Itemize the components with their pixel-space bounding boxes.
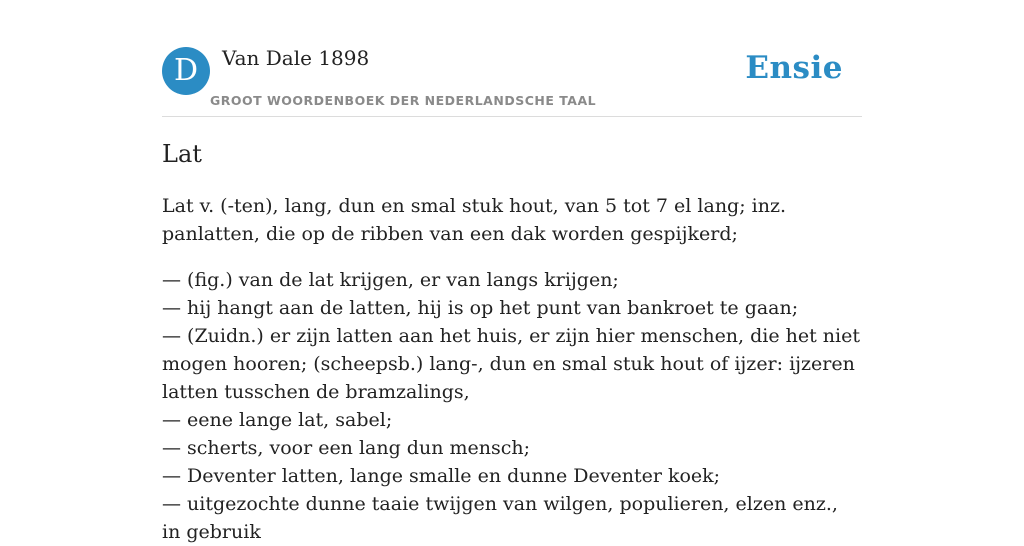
dictionary-logo-icon[interactable]: D — [162, 47, 210, 95]
sub-definition-line: — uitgezochte dunne taaie twijgen van wilgen, populieren, elzen enz., in gebruik — [162, 493, 838, 543]
sub-definition-line: — (Zuidn.) er zijn latten aan het huis, er zijn hier menschen, die het niet mogen hooren; (scheepsb.) lang-, dun en smal stuk hout of ijzer: ijzeren latten tusschen de bramzalings, — [162, 325, 860, 403]
entry-sub-definitions — [162, 266, 862, 546]
site-header — [162, 0, 862, 117]
sub-definition-line: — scherts, voor een lang dun mensch; — [162, 437, 531, 459]
sub-definition-line: — (fig.) van de lat krijgen, er van langs krijgen; — [162, 269, 619, 291]
entry-word: Lat — [162, 140, 202, 168]
sub-definition-line: — Deventer latten, lange smalle en dunne Deventer koek; — [162, 465, 721, 487]
entry-definition: Lat v. (-ten), lang, dun en smal stuk hout, van 5 tot 7 el lang; inz. panlatten, die op de ribben van een dak worden gespijkerd; — [162, 195, 787, 245]
page-content — [162, 0, 862, 543]
dictionary-title[interactable]: Van Dale 1898 — [222, 46, 370, 70]
sub-definition-line: — hij hangt aan de latten, hij is op het punt van bankroet te gaan; — [162, 297, 799, 319]
brand-logo[interactable]: Ensie — [745, 50, 843, 86]
dictionary-subtitle: GROOT WOORDENBOEK DER NEDERLANDSCHE TAAL — [210, 93, 597, 108]
sub-definition-line: — eene lange lat, sabel; — [162, 409, 393, 431]
